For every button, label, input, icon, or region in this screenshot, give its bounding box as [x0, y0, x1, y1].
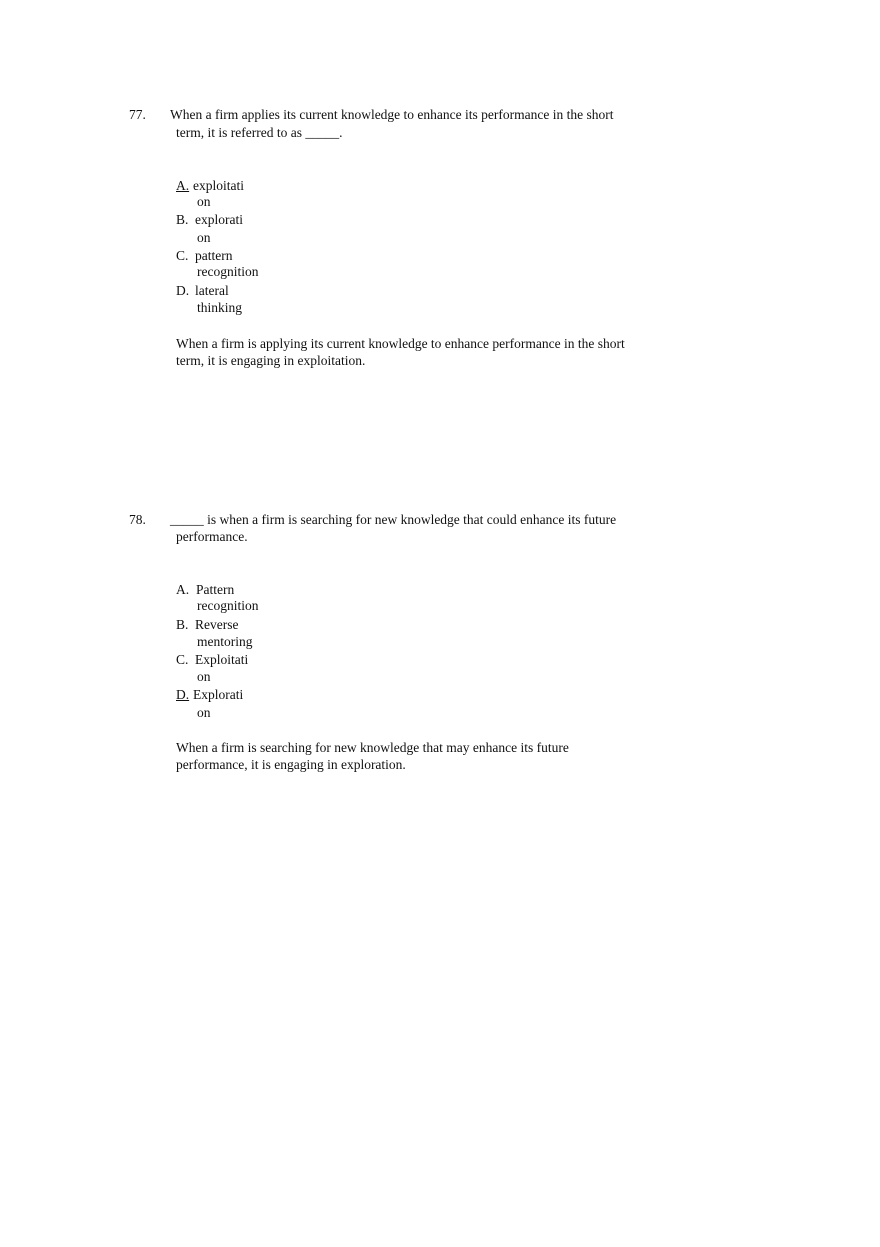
explanation-line1: When a firm is searching for new knowledge that may enhance its future: [176, 740, 569, 755]
question-stem-line1: When a firm applies its current knowledge to enhance its performance in the short: [170, 107, 614, 122]
answer-text-line1: Pattern: [196, 582, 235, 597]
answer-letter: B.: [176, 617, 189, 632]
answer-text-line2: on: [197, 230, 211, 245]
answer-letter: A.: [176, 582, 190, 597]
answer-text-line1: exploitati: [193, 178, 244, 193]
explanation-line2: performance, it is engaging in exploration.: [176, 757, 406, 772]
answer-text-line1: Explorati: [193, 687, 244, 702]
question-stem-line1: _____ is when a firm is searching for new knowledge that could enhance its future: [170, 512, 617, 527]
answer-text-line1: lateral: [195, 283, 229, 298]
answer-letter-correct: A.: [176, 178, 190, 193]
answer-text-line2: recognition: [197, 264, 259, 279]
answer-text-line1: Exploitati: [195, 652, 249, 667]
answer-letter: B.: [176, 212, 189, 227]
answer-letter-correct: D.: [176, 687, 190, 702]
question-number: 77.: [129, 107, 146, 122]
answer-letter: C.: [176, 248, 189, 263]
question-stem-line2: performance.: [176, 529, 248, 544]
answer-text-line2: thinking: [197, 300, 243, 315]
answer-text-line2: mentoring: [197, 634, 253, 649]
question-number: 78.: [129, 512, 146, 527]
explanation-line1: When a firm is applying its current knowledge to enhance performance in the short: [176, 336, 625, 351]
answer-letter: C.: [176, 652, 189, 667]
answer-letter: D.: [176, 283, 190, 298]
answer-text-line2: recognition: [197, 598, 259, 613]
answer-text-line1: pattern: [195, 248, 233, 263]
answer-text-line2: on: [197, 669, 211, 684]
answer-text-line2: on: [197, 705, 211, 720]
answer-text-line1: explorati: [195, 212, 243, 227]
explanation-line2: term, it is engaging in exploitation.: [176, 353, 366, 368]
answer-text-line1: Reverse: [195, 617, 239, 632]
question-stem-line2: term, it is referred to as _____.: [176, 125, 343, 140]
answer-text-line2: on: [197, 194, 211, 209]
